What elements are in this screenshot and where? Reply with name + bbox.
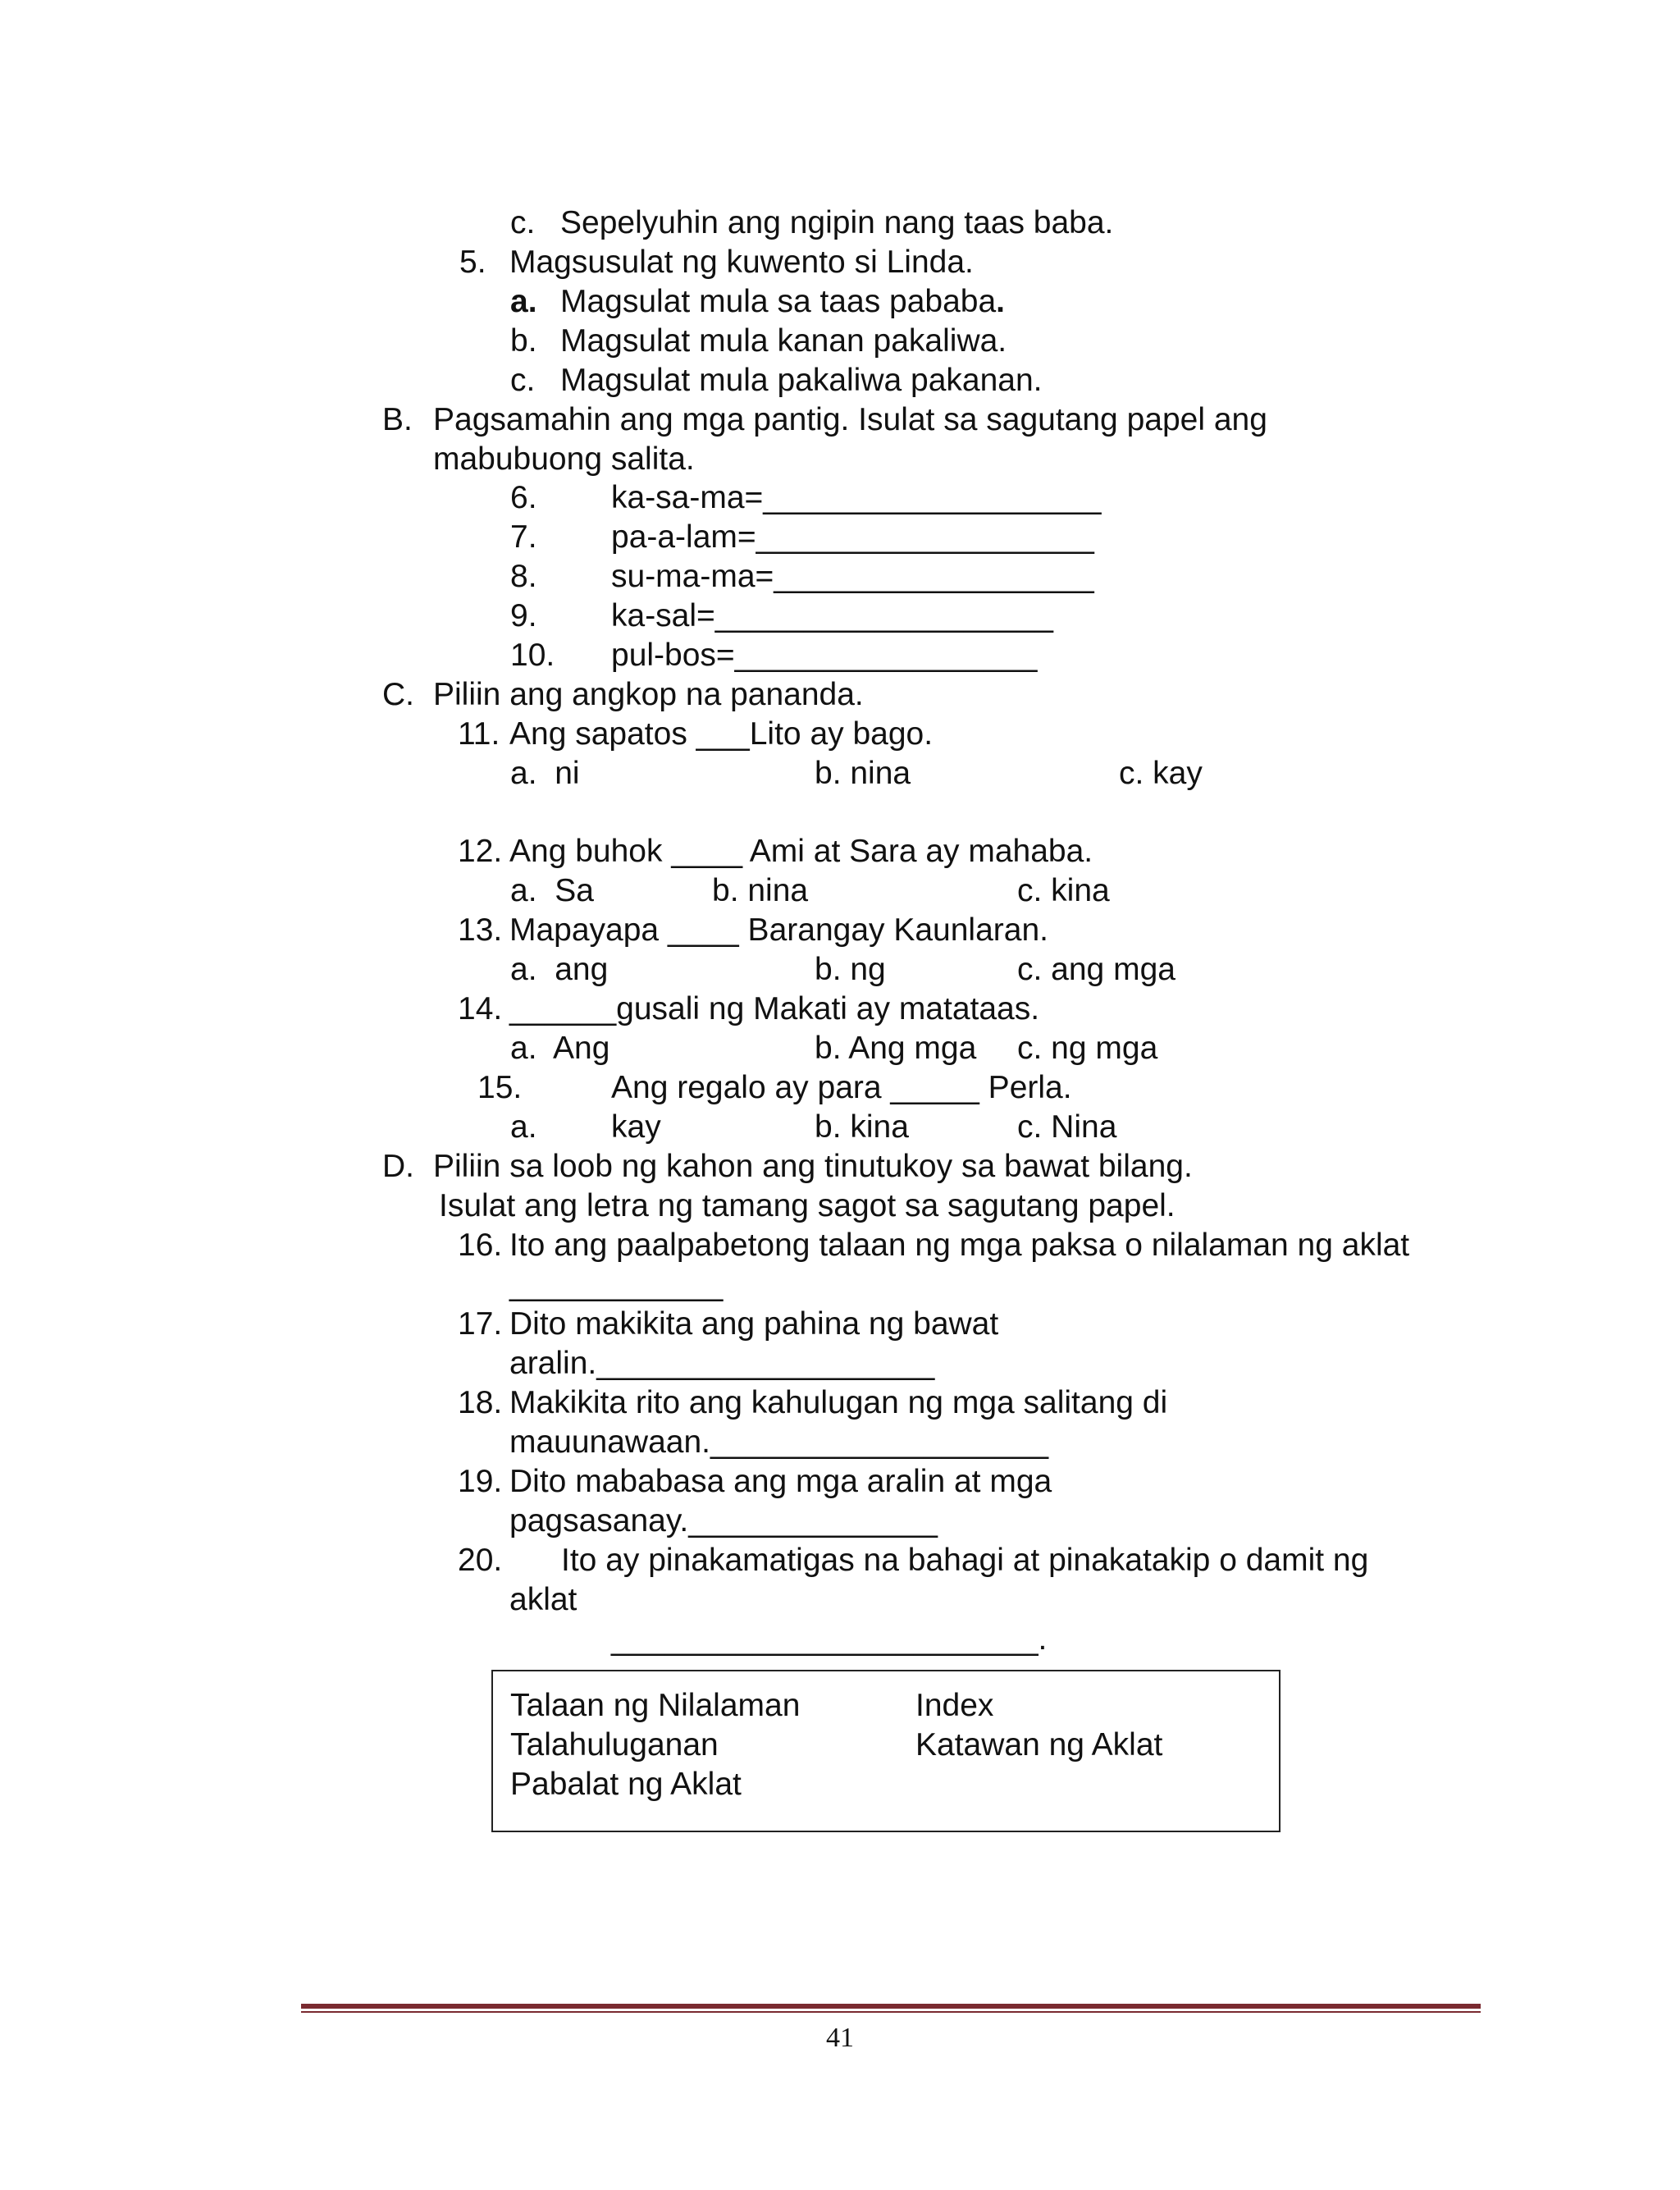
q5-text: Magsusulat ng kuwento si Linda.	[509, 245, 974, 280]
q5-choice-c-letter: c.	[510, 363, 536, 398]
q5-choice-b-text: Magsulat mula kanan pakaliwa.	[560, 323, 1007, 359]
q19-number: 19.	[458, 1464, 503, 1499]
q5-choice-a-text: Magsulat mula sa taas pababa.	[560, 284, 1006, 319]
footer-rule	[301, 2004, 1481, 2009]
q20-number: 20.	[458, 1543, 503, 1578]
q5-choice-b-letter: b.	[510, 323, 537, 359]
q15-choice-c: c. Nina	[1017, 1109, 1117, 1145]
q20-text-line2: aklat	[509, 1582, 578, 1617]
q6-number: 6.	[510, 480, 537, 515]
box-option-talaan: Talaan ng Nilalaman	[510, 1688, 801, 1723]
section-c-title: Piliin ang angkop na pananda.	[433, 677, 864, 712]
q15-choice-a-letter: a.	[510, 1109, 537, 1145]
q14-choice-c: c. ng mga	[1017, 1031, 1158, 1066]
q14-number: 14.	[458, 991, 503, 1026]
page-number: 41	[826, 2023, 854, 2053]
q4-choice-c-letter: c.	[510, 205, 536, 240]
section-b-instruction-line2: mabubuong salita.	[433, 441, 695, 477]
q13-number: 13.	[458, 912, 503, 948]
q15-choice-b: b. kina	[815, 1109, 909, 1145]
section-b-instruction-line1: Pagsamahin ang mga pantig. Isulat sa sagutang papel ang	[433, 402, 1267, 437]
q9-number: 9.	[510, 598, 537, 633]
q9-text: ka-sal=___________________	[611, 598, 1053, 633]
q14-text: ______gusali ng Makati ay matataas.	[509, 991, 1040, 1026]
q13-choice-b: b. ng	[815, 952, 886, 987]
q12-number: 12.	[458, 834, 503, 869]
q12-choice-c: c. kina	[1017, 873, 1110, 908]
q16-text: Ito ang paalpabetong talaan ng mga paksa o nilalaman ng aklat	[509, 1228, 1410, 1263]
q11-choice-b: b. nina	[815, 756, 911, 791]
q13-choice-c: c. ang mga	[1017, 952, 1176, 987]
q17-number: 17.	[458, 1306, 503, 1342]
section-d-instruction-line2: Isulat ang letra ng tamang sagot sa sagutang papel.	[439, 1188, 1176, 1223]
q19-text: Dito mababasa ang mga aralin at mga	[509, 1464, 1052, 1499]
q14-choice-a: a. Ang	[510, 1031, 610, 1066]
q13-text: Mapayapa ____ Barangay Kaunlaran.	[509, 912, 1048, 948]
q15-text: Ang regalo ay para _____ Perla.	[611, 1070, 1072, 1105]
q17-text-line2: aralin.___________________	[509, 1346, 935, 1381]
q11-number: 11.	[458, 716, 500, 752]
q8-number: 8.	[510, 559, 537, 594]
box-option-katawan: Katawan ng Aklat	[915, 1727, 1163, 1763]
section-d-letter: D.	[382, 1149, 414, 1184]
section-c-letter: C.	[382, 677, 414, 712]
q16-answer-blank: ____________	[509, 1267, 724, 1302]
q15-number: 15.	[477, 1070, 523, 1105]
q11-choice-c: c. kay	[1119, 756, 1203, 791]
q20-answer-blank: ________________________.	[611, 1621, 1048, 1657]
q14-choice-b: b. Ang mga	[815, 1031, 977, 1066]
q12-choice-a: a. Sa	[510, 873, 594, 908]
q15-choice-a: kay	[611, 1109, 661, 1145]
q7-text: pa-a-lam=___________________	[611, 519, 1094, 555]
q7-number: 7.	[510, 519, 537, 555]
box-option-index: Index	[915, 1688, 994, 1723]
section-b-letter: B.	[382, 402, 413, 437]
q10-text: pul-bos=_________________	[611, 638, 1038, 673]
q18-number: 18.	[458, 1385, 503, 1420]
q13-choice-a: a. ang	[510, 952, 609, 987]
q17-text: Dito makikita ang pahina ng bawat	[509, 1306, 999, 1342]
box-option-talahuluganan: Talahuluganan	[510, 1727, 719, 1763]
q8-text: su-ma-ma=__________________	[611, 559, 1094, 594]
q12-choice-b: b. nina	[712, 873, 809, 908]
q6-text: ka-sa-ma=___________________	[611, 480, 1102, 515]
q20-text: Ito ay pinakamatigas na bahagi at pinakatakip o damit ng	[561, 1543, 1369, 1578]
q4-choice-c-text: Sepelyuhin ang ngipin nang taas baba.	[560, 205, 1114, 240]
q11-choice-a: a. ni	[510, 756, 580, 791]
q18-text: Makikita rito ang kahulugan ng mga salitang di	[509, 1385, 1168, 1420]
box-option-pabalat: Pabalat ng Aklat	[510, 1767, 742, 1802]
q5-number: 5.	[459, 245, 486, 280]
q18-text-line2: mauunawaan.___________________	[509, 1424, 1049, 1460]
q5-choice-a-letter: a.	[510, 284, 537, 319]
q12-text: Ang buhok ____ Ami at Sara ay mahaba.	[509, 834, 1093, 869]
footer-rule-thin	[301, 2011, 1481, 2013]
section-d-instruction-line1: Piliin sa loob ng kahon ang tinutukoy sa bawat bilang.	[433, 1149, 1193, 1184]
q10-number: 10.	[510, 638, 555, 673]
q16-number: 16.	[458, 1228, 503, 1263]
q11-text: Ang sapatos ___Lito ay bago.	[509, 716, 934, 752]
q5-choice-c-text: Magsulat mula pakaliwa pakanan.	[560, 363, 1043, 398]
q19-text-line2: pagsasanay.______________	[509, 1503, 938, 1538]
